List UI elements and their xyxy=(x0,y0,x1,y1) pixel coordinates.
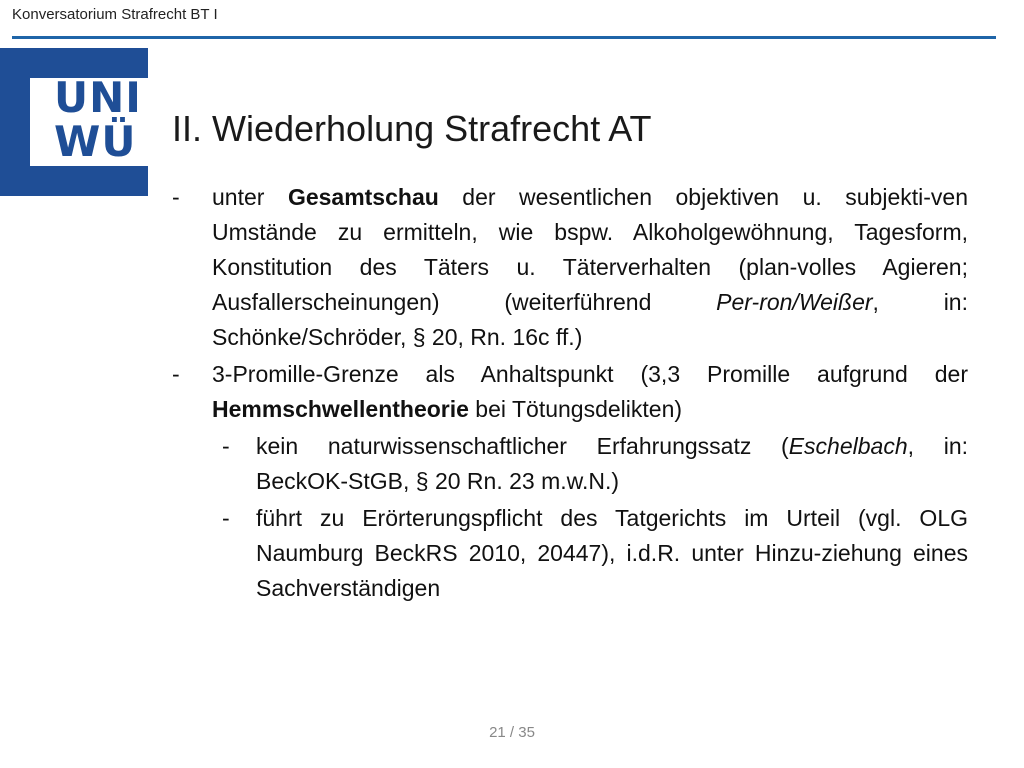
bullet-dash: - xyxy=(172,184,180,210)
text-run: unter xyxy=(212,184,288,210)
text-run: der wesentlichen objektiven u. subjekti-ven Umstände zu ermitteln, wie bspw. Alkoholgewöhnung, Tagesform, Konstitution des Täters u. Täterverhalten (plan-volles Agieren; Ausfallerscheinungen) (weiterführend xyxy=(212,184,968,315)
text-run: bei Tötungsdelikten) xyxy=(468,396,683,422)
text-run: führt zu Erörterungspflicht des Tatgerichts im Urteil (vgl. OLG Naumburg BeckRS 2010, 20447), i.d.R. unter Hinzu-ziehung eines Sachverständigen xyxy=(256,505,968,601)
italic-text: Eschelbach xyxy=(788,433,908,459)
slide-title: II. Wiederholung Strafrecht AT xyxy=(172,108,652,149)
sub-bullet-item xyxy=(172,429,968,499)
university-logo xyxy=(0,48,148,196)
logo-text-line2: WÜ xyxy=(54,117,137,166)
bullet-dash: - xyxy=(222,433,230,459)
sub-bullet-item xyxy=(172,501,968,606)
logo-text-line1: UNI xyxy=(54,73,142,122)
bold-text: Gesamtschau xyxy=(287,184,439,210)
slide-content xyxy=(172,180,968,608)
bold-text: Hemmschwellentheorie xyxy=(212,396,469,422)
bullet-item xyxy=(172,357,968,427)
text-run: , in: BeckOK-StGB, § 20 Rn. 23 m.w.N.) xyxy=(256,433,969,494)
text-run: 3-Promille-Grenze als Anhaltspunkt (3,3 Promille aufgrund der xyxy=(212,361,968,387)
header-divider xyxy=(12,36,996,39)
bullet-dash: - xyxy=(172,361,180,387)
text-run: kein naturwissenschaftlicher Erfahrungssatz ( xyxy=(256,433,789,459)
text-run: , in: Schönke/Schröder, § 20, Rn. 16c ff.) xyxy=(212,289,968,350)
italic-text: Per-ron/Weißer xyxy=(716,289,873,315)
header-title: Konversatorium Strafrecht BT I xyxy=(12,6,218,23)
page-number: 21 / 35 xyxy=(489,724,535,741)
bullet-dash: - xyxy=(222,505,230,531)
bullet-item xyxy=(172,180,968,355)
